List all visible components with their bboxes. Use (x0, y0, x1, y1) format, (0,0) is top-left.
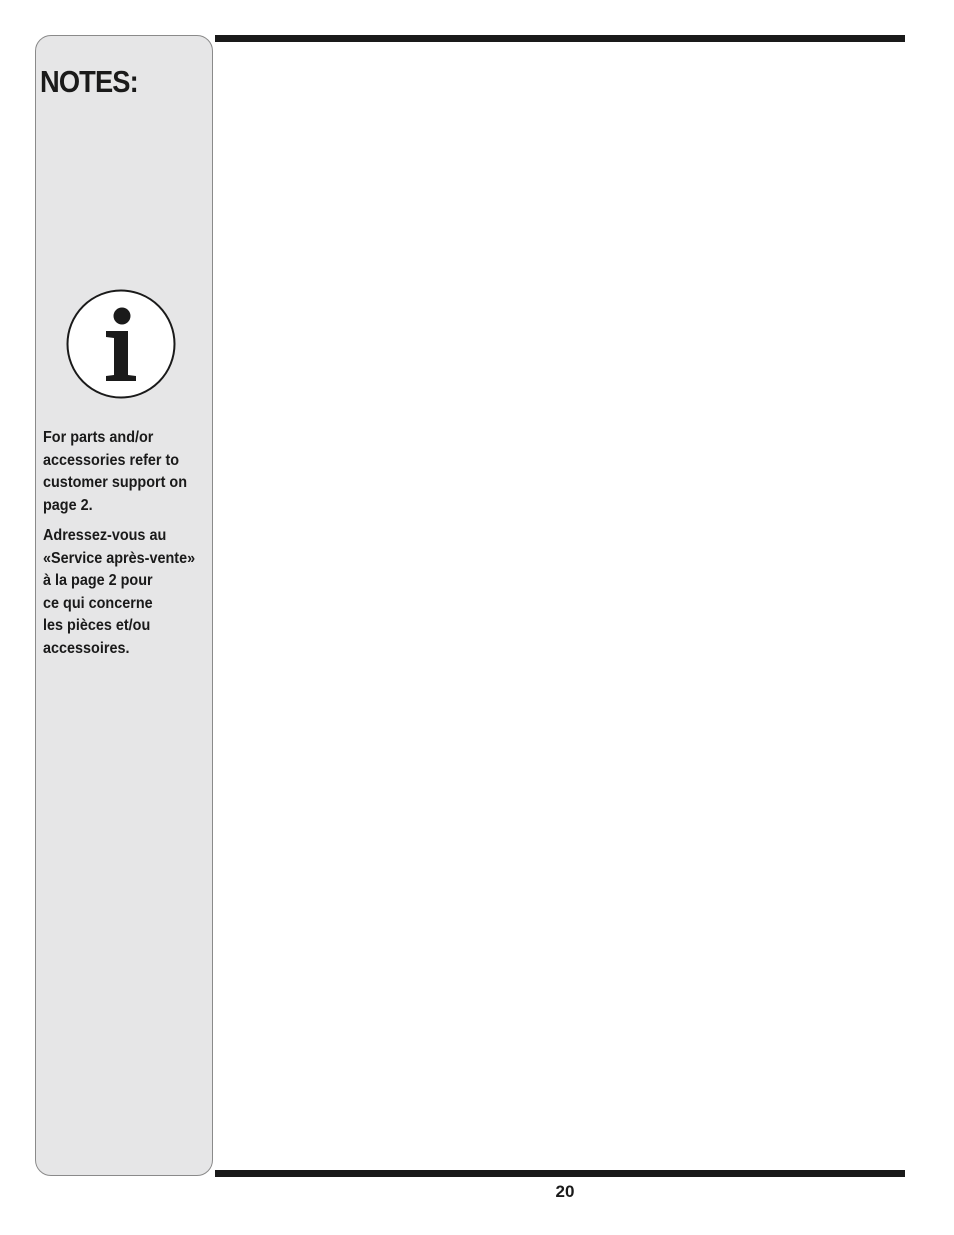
page-number: 20 (555, 1182, 575, 1201)
bottom-rule (215, 1170, 905, 1177)
note-fr-line: ce qui concerne (43, 594, 153, 612)
top-rule (215, 35, 905, 42)
note-en-line: accessories refer to (43, 451, 180, 469)
note-fr-line: accessoires. (43, 639, 130, 657)
note-fr-line: «Service après-vente» (43, 549, 196, 567)
note-fr-line: à la page 2 pour (43, 572, 153, 589)
note-en-line: For parts and/or (43, 429, 154, 446)
note-fr-line: les pièces et/ou (43, 617, 151, 634)
parts-support-note-fr (43, 525, 201, 660)
note-en-line: customer support on (43, 474, 188, 491)
info-icon (66, 289, 176, 399)
note-fr-line: Adressez-vous au (43, 527, 167, 544)
parts-support-note-en (43, 427, 201, 517)
note-en-line: page 2. (43, 496, 93, 514)
notes-title: NOTES: (40, 64, 138, 99)
